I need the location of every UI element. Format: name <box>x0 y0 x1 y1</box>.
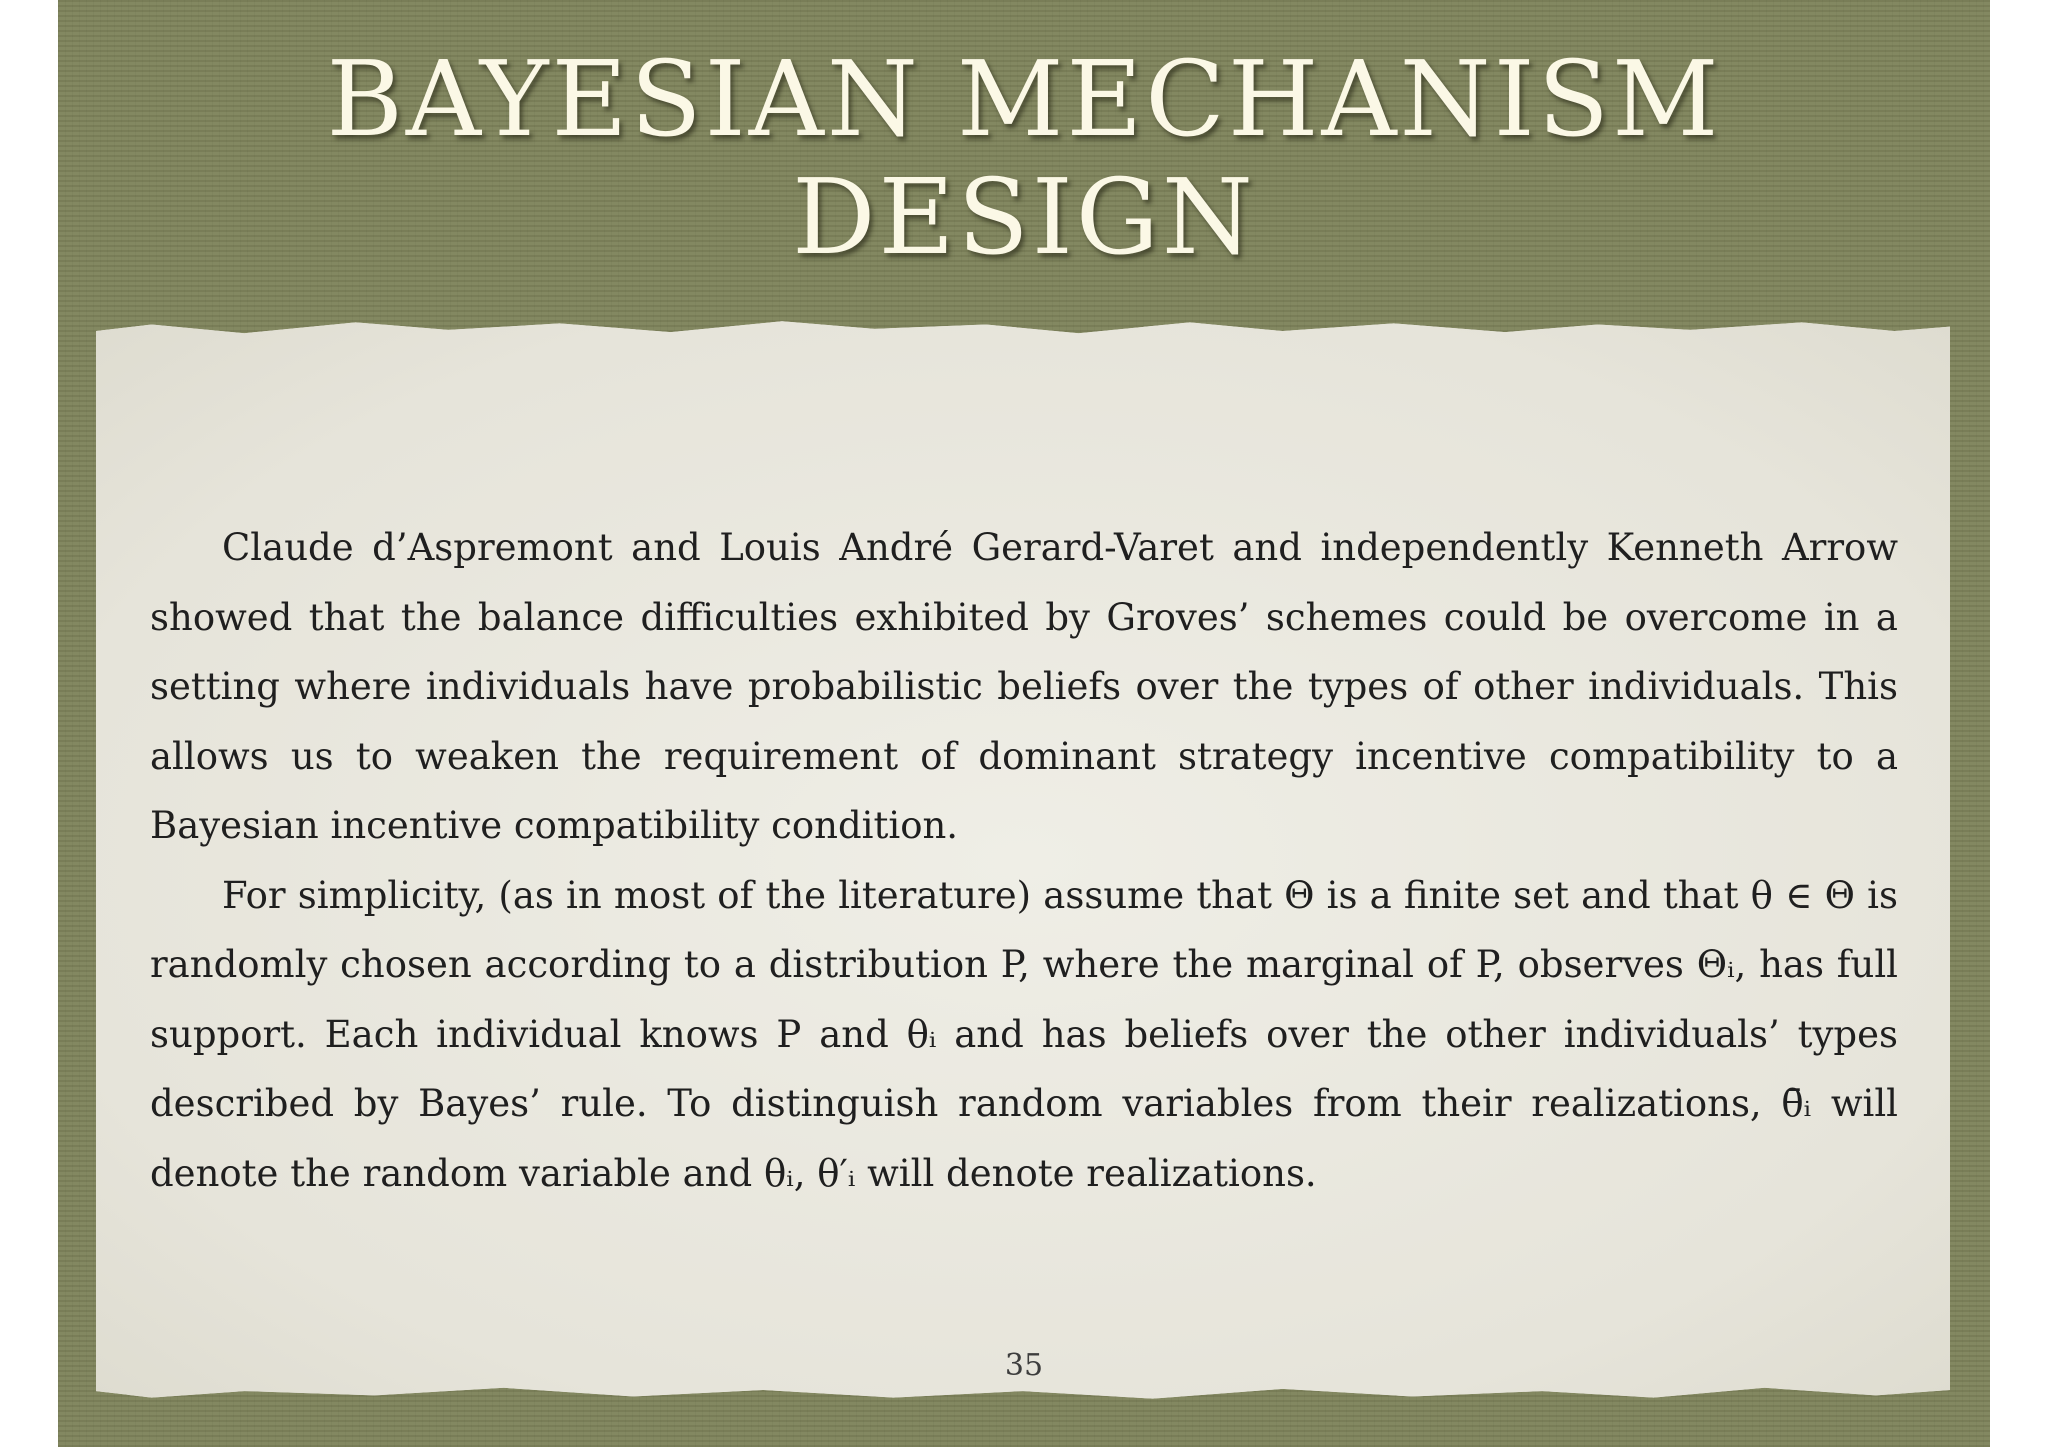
slide-title <box>58 40 1990 276</box>
title-line-2: DESIGN <box>792 156 1256 278</box>
paragraph-1: Claude d’Aspremont and Louis André Gerard-Varet and independently Kenneth Arrow showed that the balance difficulties exhibited by Groves’ schemes could be overcome in a setting where individuals have probabilistic beliefs over the types of other individuals. This allows us to weaken the requirement of dominant strategy incentive compatibility to a Bayesian incentive compatibility condition. <box>150 526 1898 847</box>
body-text <box>150 513 1898 1208</box>
title-line-1: BAYESIAN MECHANISM <box>326 38 1722 160</box>
page-number: 35 <box>1004 1348 1044 1383</box>
paragraph-2: For simplicity, (as in most of the literature) assume that Θ is a finite set and that θ ∈ Θ is randomly chosen according to a distribution P, where the marginal of P, observes Θᵢ, has full support. Each individual knows P and θᵢ and has beliefs over the other individuals’ types described by Bayes’ rule. To distinguish random variables from their realizations, θ̄ᵢ will denote the random variable and θᵢ, θ′ᵢ will denote realizations. <box>150 873 1898 1195</box>
